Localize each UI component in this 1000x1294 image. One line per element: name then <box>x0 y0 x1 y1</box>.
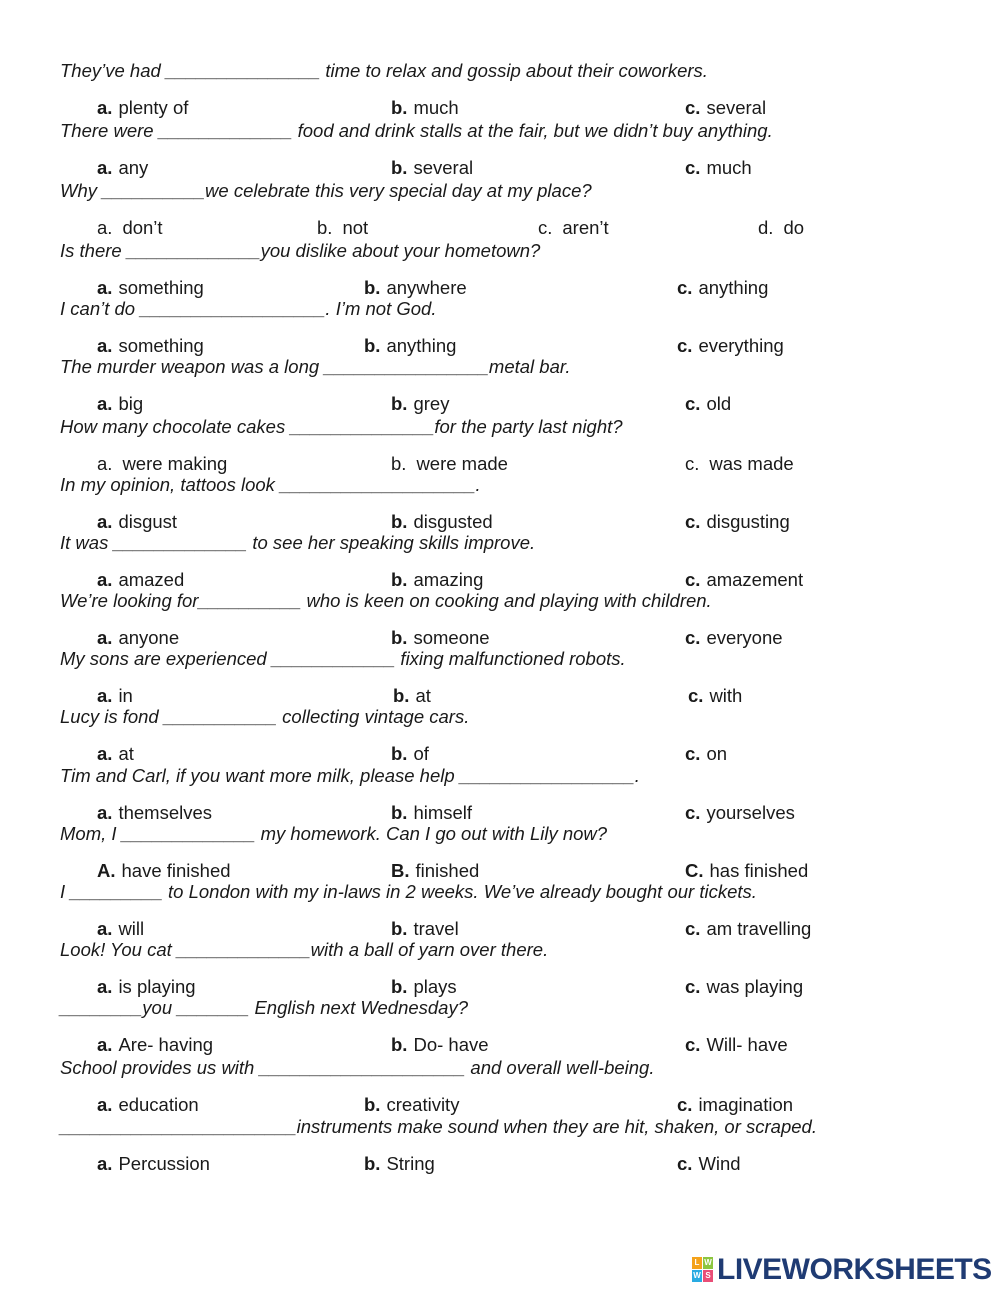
answer-option[interactable] <box>97 217 163 239</box>
answer-option[interactable] <box>391 918 459 940</box>
question-text: _______________________instruments make sound when they are hit, shaken, or scraped. <box>60 1116 817 1137</box>
option-text: in <box>118 685 133 706</box>
option-letter: b. <box>391 976 408 997</box>
option-letter: a. <box>97 1094 113 1115</box>
option-letter: b. <box>391 802 408 823</box>
answer-option[interactable] <box>364 277 467 299</box>
answer-option[interactable] <box>391 1034 489 1056</box>
option-text: anything <box>698 277 769 298</box>
option-text: Percussion <box>118 1153 210 1174</box>
question-text: Lucy is fond ___________ collecting vintage cars. <box>60 706 470 727</box>
option-letter: c. <box>538 217 553 238</box>
option-text: at <box>118 743 134 764</box>
answer-option[interactable] <box>97 1153 210 1175</box>
option-letter: a. <box>97 743 113 764</box>
option-letter: c. <box>685 627 701 648</box>
option-text: anything <box>386 335 457 356</box>
answer-option[interactable] <box>685 97 766 119</box>
option-text: himself <box>413 802 473 823</box>
answer-option[interactable] <box>364 335 456 357</box>
answer-option[interactable] <box>688 685 742 707</box>
option-letter: b. <box>317 217 333 238</box>
liveworksheets-mark-icon: L W W S <box>693 1258 712 1280</box>
question-text: They’ve had _______________ time to relax and gossip about their coworkers. <box>60 60 708 81</box>
answer-option[interactable] <box>677 335 784 357</box>
option-letter: b. <box>391 393 408 414</box>
option-text: themselves <box>118 802 213 823</box>
option-text: any <box>118 157 149 178</box>
answer-option[interactable] <box>391 627 490 649</box>
answer-option[interactable] <box>758 217 804 239</box>
option-text: String <box>386 1153 435 1174</box>
question-text: Tim and Carl, if you want more milk, please help _________________. <box>60 765 640 786</box>
answer-option[interactable] <box>677 277 768 299</box>
option-letter: c. <box>685 976 701 997</box>
option-text: Will- have <box>706 1034 788 1055</box>
answer-option[interactable] <box>677 1094 793 1116</box>
option-letter: b. <box>391 157 408 178</box>
option-letter: c. <box>677 335 693 356</box>
option-text: with <box>709 685 743 706</box>
answer-option[interactable] <box>685 453 794 475</box>
option-letter: b. <box>364 1094 381 1115</box>
answer-option[interactable] <box>391 569 483 591</box>
option-text: disgusted <box>413 511 493 532</box>
answer-option[interactable] <box>317 217 368 239</box>
option-letter: c. <box>685 802 701 823</box>
answer-option[interactable] <box>685 511 790 533</box>
option-text: was playing <box>706 976 804 997</box>
answer-option[interactable] <box>391 860 479 882</box>
option-text: am travelling <box>706 918 812 939</box>
answer-option[interactable] <box>97 976 196 998</box>
answer-option[interactable] <box>685 569 803 591</box>
question-text: How many chocolate cakes ______________for the party last night? <box>60 416 623 437</box>
option-letter: b. <box>364 277 381 298</box>
option-text: Are- having <box>118 1034 214 1055</box>
option-letter: a. <box>97 918 113 939</box>
question-text: My sons are experienced ____________ fixing malfunctioned robots. <box>60 648 626 669</box>
answer-option[interactable] <box>97 860 231 882</box>
option-text: Do- have <box>413 1034 489 1055</box>
option-letter: c. <box>677 277 693 298</box>
option-letter: c. <box>685 1034 701 1055</box>
answer-option[interactable] <box>391 157 473 179</box>
option-text: have finished <box>121 860 231 881</box>
option-text: do <box>783 217 805 238</box>
option-letter: b. <box>391 627 408 648</box>
answer-option[interactable] <box>391 802 472 824</box>
answer-option[interactable] <box>391 976 457 998</box>
answer-option[interactable] <box>97 1094 199 1116</box>
option-text: several <box>413 157 474 178</box>
option-letter: c. <box>685 743 701 764</box>
option-text: much <box>413 97 459 118</box>
question-text: Look! You cat _____________with a ball of yarn over there. <box>60 939 549 960</box>
answer-option[interactable] <box>685 157 752 179</box>
answer-option[interactable] <box>97 453 227 475</box>
answer-option[interactable] <box>97 393 143 415</box>
option-letter: a. <box>97 453 113 474</box>
answer-option[interactable] <box>97 569 184 591</box>
answer-option[interactable] <box>97 918 144 940</box>
answer-option[interactable] <box>685 743 727 765</box>
option-text: aren’t <box>562 217 609 238</box>
question-text: In my opinion, tattoos look ___________________. <box>60 474 481 495</box>
option-letter: b. <box>364 1153 381 1174</box>
option-letter: c. <box>685 393 701 414</box>
option-text: everything <box>698 335 784 356</box>
answer-option[interactable] <box>685 802 795 824</box>
option-text: yourselves <box>706 802 795 823</box>
answer-option[interactable] <box>97 335 204 357</box>
option-letter: a. <box>97 335 113 356</box>
answer-option[interactable] <box>685 860 808 882</box>
option-letter: b. <box>391 97 408 118</box>
option-text: grey <box>413 393 450 414</box>
option-letter: c. <box>685 569 701 590</box>
option-text: something <box>118 335 204 356</box>
answer-option[interactable] <box>391 511 493 533</box>
option-text: travel <box>413 918 459 939</box>
option-text: were making <box>122 453 228 474</box>
option-letter: b. <box>391 743 408 764</box>
option-text: amazed <box>118 569 185 590</box>
question-text: I _________ to London with my in-laws in 2 weeks. We’ve already bought our tickets. <box>60 881 757 902</box>
option-text: someone <box>413 627 490 648</box>
question-text: School provides us with ____________________ and overall well-being. <box>60 1057 655 1078</box>
option-text: big <box>118 393 144 414</box>
option-letter: c. <box>688 685 704 706</box>
option-letter: b. <box>391 1034 408 1055</box>
question-text: We’re looking for__________ who is keen on cooking and playing with children. <box>60 590 712 611</box>
option-letter: b. <box>391 569 408 590</box>
answer-option[interactable] <box>97 157 148 179</box>
answer-option[interactable] <box>364 1153 435 1175</box>
option-text: amazing <box>413 569 484 590</box>
option-letter: a. <box>97 277 113 298</box>
answer-option[interactable] <box>677 1153 741 1175</box>
option-letter: c. <box>685 453 700 474</box>
option-text: plenty of <box>118 97 189 118</box>
question-text: ________you _______ English next Wednesday? <box>60 997 469 1018</box>
option-text: several <box>706 97 767 118</box>
option-letter: d. <box>758 217 774 238</box>
option-letter: c. <box>685 918 701 939</box>
option-letter: a. <box>97 802 113 823</box>
option-letter: b. <box>391 511 408 532</box>
option-letter: B. <box>391 860 410 881</box>
answer-option[interactable] <box>97 1034 213 1056</box>
option-text: much <box>706 157 752 178</box>
option-letter: C. <box>685 860 704 881</box>
option-text: at <box>415 685 431 706</box>
question-text: Mom, I _____________ my homework. Can I go out with Lily now? <box>60 823 608 844</box>
answer-option[interactable] <box>685 393 731 415</box>
answer-option[interactable] <box>97 511 177 533</box>
option-letter: c. <box>685 97 701 118</box>
answer-option[interactable] <box>391 743 429 765</box>
option-text: anywhere <box>386 277 467 298</box>
option-letter: c. <box>677 1153 693 1174</box>
option-text: not <box>342 217 369 238</box>
option-letter: a. <box>97 511 113 532</box>
question-text: I can’t do __________________. I’m not God. <box>60 298 437 319</box>
option-letter: c. <box>677 1094 693 1115</box>
option-text: don’t <box>122 217 163 238</box>
option-text: were made <box>416 453 508 474</box>
option-text: anyone <box>118 627 180 648</box>
option-text: creativity <box>386 1094 460 1115</box>
option-text: imagination <box>698 1094 794 1115</box>
answer-option[interactable] <box>685 1034 788 1056</box>
option-letter: a. <box>97 393 113 414</box>
option-text: of <box>413 743 429 764</box>
option-text: old <box>706 393 732 414</box>
answer-option[interactable] <box>97 97 188 119</box>
question-text: Is there _____________you dislike about your hometown? <box>60 240 541 261</box>
option-letter: A. <box>97 860 116 881</box>
option-letter: a. <box>97 569 113 590</box>
option-letter: a. <box>97 217 113 238</box>
option-letter: a. <box>97 685 113 706</box>
option-letter: a. <box>97 1034 113 1055</box>
answer-option[interactable] <box>97 277 204 299</box>
option-text: is playing <box>118 976 196 997</box>
option-letter: b. <box>364 335 381 356</box>
option-text: finished <box>415 860 480 881</box>
option-text: amazement <box>706 569 804 590</box>
question-text: It was _____________ to see her speaking skills improve. <box>60 532 536 553</box>
liveworksheets-logo <box>692 1254 992 1286</box>
answer-option[interactable] <box>685 918 811 940</box>
option-text: on <box>706 743 728 764</box>
answer-option[interactable] <box>391 97 459 119</box>
logo-wordmark: LIVEWORKSHEETS <box>717 1253 992 1286</box>
option-letter: a. <box>97 1153 113 1174</box>
option-letter: a. <box>97 627 113 648</box>
option-text: something <box>118 277 204 298</box>
option-letter: b. <box>391 453 407 474</box>
option-letter: b. <box>391 918 408 939</box>
question-text: There were _____________ food and drink stalls at the fair, but we didn’t buy anything. <box>60 120 773 141</box>
option-text: Wind <box>698 1153 741 1174</box>
answer-option[interactable] <box>685 627 783 649</box>
answer-option[interactable] <box>364 1094 459 1116</box>
answer-option[interactable] <box>391 453 508 475</box>
option-letter: b. <box>393 685 410 706</box>
answer-option[interactable] <box>538 217 609 239</box>
option-letter: a. <box>97 157 113 178</box>
option-text: was made <box>709 453 794 474</box>
option-text: disgust <box>118 511 178 532</box>
answer-option[interactable] <box>97 802 212 824</box>
option-text: plays <box>413 976 457 997</box>
answer-option[interactable] <box>97 685 133 707</box>
option-letter: a. <box>97 97 113 118</box>
answer-option[interactable] <box>393 685 431 707</box>
answer-option[interactable] <box>685 976 803 998</box>
answer-option[interactable] <box>391 393 449 415</box>
option-text: everyone <box>706 627 783 648</box>
option-text: will <box>118 918 145 939</box>
answer-option[interactable] <box>97 627 179 649</box>
option-letter: c. <box>685 511 701 532</box>
question-text: Why __________we celebrate this very special day at my place? <box>60 180 592 201</box>
option-text: has finished <box>709 860 809 881</box>
answer-option[interactable] <box>97 743 134 765</box>
option-letter: c. <box>685 157 701 178</box>
option-letter: a. <box>97 976 113 997</box>
option-text: disgusting <box>706 511 790 532</box>
question-text: The murder weapon was a long ________________metal bar. <box>60 356 571 377</box>
option-text: education <box>118 1094 199 1115</box>
